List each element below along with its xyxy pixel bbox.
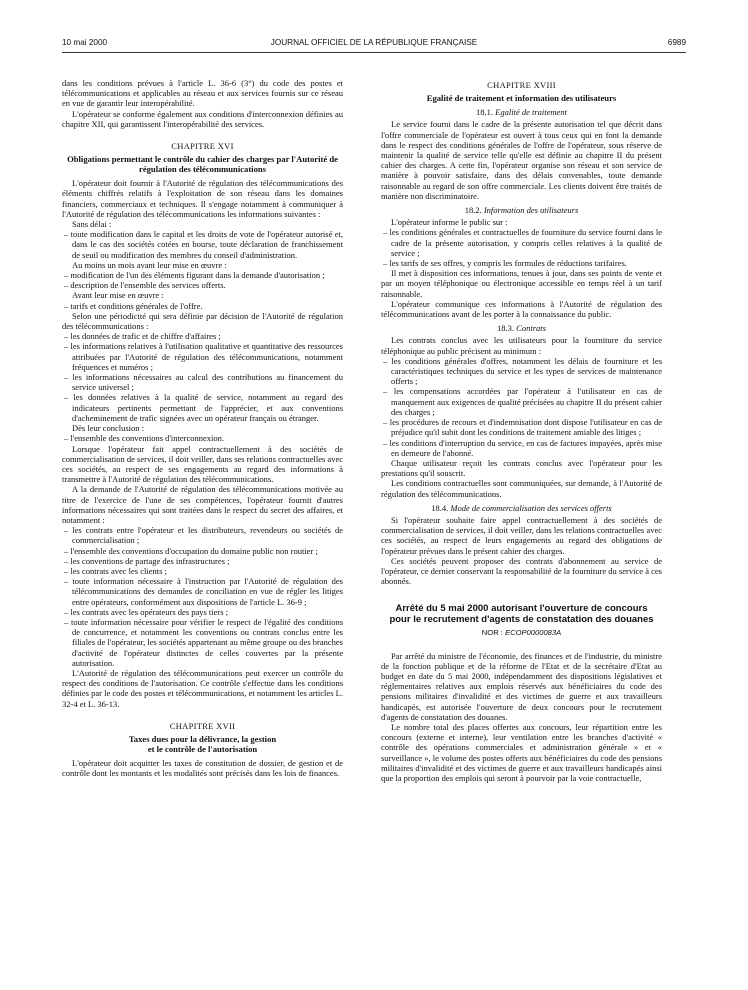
list-item: – les conditions générales et contractuelles de fourniture du service fourni dans le cadre de la présente autorisation, y compris celles relatives à la qualité de service ; [383, 227, 662, 258]
header-page-number: 6989 [667, 38, 686, 47]
list-item: – tarifs et conditions générales de l'offre. [64, 300, 203, 311]
paragraph: Si l'opérateur souhaite faire appel contractuellement à des sociétés de commercialisation de services, il doit veiller, dans les relations contractuelles avec ces sociétés, au respect de leurs engagements au regard des obligations de l'opérateur prévues dans le présent cahier des charges. [381, 514, 662, 556]
chapter-word: CHAPITRE [487, 80, 532, 90]
chapter-heading [62, 721, 343, 731]
paragraph: L'opérateur se conforme également aux conditions d'interconnexion définies au chapitre XII, qui garantissent l'interopérabilité des services. [62, 108, 343, 129]
nor-reference [381, 628, 662, 638]
list-item: – toute information nécessaire pour vérifier le respect de l'égalité des conditions de concurrence, et notamment les conventions ou contrats conclus entre les filiales de l'opérateur, les sociétés appartenant au même groupe ou des branches d'activité de l'opérateur distinctes de celles couvertes par la présente autorisation. [64, 616, 343, 668]
section-title: Contrats [516, 323, 546, 334]
list-item: – les informations relatives à l'utilisation qualitative et quantitative des ressources attribuées par l'Autorité de régulation des télécommunications, notamment fréquences et numéros ; [64, 341, 343, 372]
list-item: – description de l'ensemble des services offerts. [64, 280, 226, 291]
paragraph: Dès leur conclusion : [72, 423, 144, 434]
paragraph: Sans délai : [72, 219, 112, 230]
paragraph: Chaque utilisateur reçoit les contrats conclus avec l'opérateur pour les prestations qu'il souscrit. [381, 457, 662, 479]
section-number: 18.4. [431, 502, 449, 513]
page-header [62, 38, 686, 52]
section-title: Mode de commercialisation des services offerts [450, 502, 612, 513]
paragraph: Le nombre total des places offertes aux concours, leur répartition entre les concours (externe et interne), leur ventilation entre les branches d'activité « contrôle des opérations commerciales et administration générale » et « surveillance », le volume des postes offerts aux bénéficiaires du code des pensions militaires d'invalidité et des victimes de guerre et aux travailleurs handicapés ainsi que la proportion des emplois qui seront à pourvoir par la voie contractuelle, [381, 721, 662, 783]
left-column [62, 78, 343, 778]
list-item: – les compensations accordées par l'opérateur à l'utilisateur en cas de manquement aux exigences de qualité précisées au chapitre II du présent cahier des charges ; [383, 386, 662, 417]
chapter-title [62, 734, 343, 754]
nor-code: ECOP0000083A [505, 628, 562, 638]
chapter-word: CHAPITRE [171, 141, 216, 152]
paragraph: L'Autorité de régulation des télécommunications peut exercer un contrôle du respect des conditions de l'autorisation. Ce contrôle s'effectue dans les conditions définies par le code des postes et télécommunications, et notamment les articles L. 32-4 et L. 36-13. [62, 667, 343, 709]
section-title: Information des utilisateurs [483, 205, 579, 216]
list-item: – l'ensemble des conventions d'occupation du domaine public non routier ; [64, 545, 318, 556]
section-number: 18.3. [497, 323, 515, 334]
paragraph: Les conditions contractuelles sont communiquées, sur demande, à l'Autorité de régulation des télécommunications. [381, 478, 662, 499]
list-item: – les données de trafic et de chiffre d'affaires ; [64, 331, 221, 342]
list-item: – les conditions générales d'offres, notamment les délais de fourniture et les caractéristiques techniques du service et les types de services de maintenance offerts ; [383, 355, 662, 387]
header-rule [62, 52, 686, 53]
chapter-word: CHAPITRE [169, 720, 214, 731]
section-title: Egalité de traitement [495, 107, 567, 118]
paragraph: Lorsque l'opérateur fait appel contractuellement à des sociétés de commercialisation de services, il doit veiller, dans ses relations contractuelles avec ces sociétés, au respect de ses engagements au regard des informations à transmettre à l'Autorité de régulation des télécommunications. [62, 443, 344, 485]
list-item: – les informations nécessaires au calcul des contributions au financement du service universel ; [64, 372, 343, 393]
list-item: – les conventions de partage des infrastructures ; [64, 555, 230, 566]
nor-label: NOR : [481, 628, 503, 638]
paragraph: Les contrats conclus avec les utilisateurs pour la fourniture du service téléphonique au public précisent au minimum : [381, 335, 662, 356]
paragraph: Avant leur mise en œuvre : [72, 290, 164, 301]
header-journal-title: JOURNAL OFFICIEL DE LA RÉPUBLIQUE FRANÇAISE [270, 38, 478, 47]
section-number: 18.1. [476, 107, 494, 118]
list-item: – les contrats avec les clients ; [64, 565, 167, 576]
chapter-number: XVIII [533, 80, 556, 90]
paragraph: Il met à disposition ces informations, tenues à jour, dans ses points de vente et par un moyen téléphonique ou électronique accessible en temps réel à un tarif raisonnable. [381, 268, 662, 299]
list-item: – les contrats entre l'opérateur et les distributeurs, revendeurs ou sociétés de commercialisation ; [64, 525, 343, 546]
chapter-number: XVI [217, 141, 234, 152]
chapter-heading [62, 141, 343, 151]
paragraph: L'opérateur doit acquitter les taxes de constitution de dossier, de gestion et de contrôle dont les montants et les modalités sont précisés dans les lois de finances. [62, 757, 343, 779]
section-heading [381, 323, 662, 333]
list-item: – toute information nécessaire à l'instruction par l'Autorité de régulation des télécommunications des demandes de conciliation en vue de régler les litiges entre opérateurs, conformément aux dispositions de l'article L. 36-9 ; [64, 576, 343, 607]
list-item: – les procédures de recours et d'indemnisation dont dispose l'utilisateur en cas de préjudice qu'il subit dont les conditions de traitement amiable des litiges ; [383, 417, 662, 438]
chapter-title-line: et le contrôle de l'autorisation [147, 743, 258, 754]
paragraph: Au moins un mois avant leur mise en œuvre : [72, 259, 227, 270]
list-item: – les contrats avec les opérateurs des pays tiers ; [64, 606, 229, 617]
list-item: – les tarifs de ses offres, y compris les formules de réductions tarifaires. [383, 258, 627, 269]
chapter-title: Obligations permettant le contrôle du cahier des charges par l'Autorité de régulation des télécommunications [67, 154, 338, 175]
paragraph: Le service fourni dans le cadre de la présente autorisation tel que décrit dans l'offre commerciale de l'opérateur est ouvert à tous ceux qui en font la demande dans le respect des conditions générales de l'offre de l'opérateur, sous réserve de maintenir la qualité de service telle qu'elle est définie au chapitre II du présent cahier des charges. A cette fin, l'opérateur organise son réseau et son service de manière à pouvoir satisfaire, dans des délais convenables, toute demande raisonnable au regard de son offre commerciale. Les clients doivent être traités de manière non discriminatoire. [381, 119, 662, 201]
section-heading [381, 205, 662, 215]
chapter-title-line: Taxes dues pour la délivrance, la gestion [128, 733, 277, 744]
decree-title: Arrêté du 5 mai 2000 autorisant l'ouverture de concours pour le recrutement d'agents de constatation des douanes [389, 603, 654, 625]
paragraph: L'opérateur informe le public sur : [391, 217, 508, 228]
header-date: 10 mai 2000 [62, 38, 108, 47]
paragraph: Selon une périodicité qui sera définie par décision de l'Autorité de régulation des télécommunications : [62, 310, 343, 332]
paragraph: L'opérateur doit fournir à l'Autorité de régulation des télécommunications des éléments chiffrés relatifs à l'exploitation de son réseau dans les domaines financiers, commerciaux et techniques. Il s'engage notamment à communiquer à l'Autorité de régulation des télécommunications les informations suivantes : [62, 178, 343, 219]
paragraph: L'opérateur communique ces informations à l'Autorité de régulation des télécommunications avant de les porter à la connaissance du public. [381, 298, 662, 320]
section-heading [381, 107, 662, 117]
section-heading [381, 503, 662, 513]
paragraph: dans les conditions prévues à l'article L. 36-6 (3°) du code des postes et télécommunications et applicables au réseau et aux services fournis sur ce réseau en vue de garantir leur interopérabilité. [62, 78, 343, 109]
paragraph: A la demande de l'Autorité de régulation des télécommunications motivée au titre de l'exercice de l'une de ses compétences, l'opérateur fournit d'autres informations nécessaires qui sont traitées dans le respect du secret des affaires, et notamment : [62, 484, 343, 525]
paragraph: Ces sociétés peuvent proposer des contrats d'abonnement au service de l'opérateur, ce dernier conservant la responsabilité de la fourniture du service à ces abonnés. [381, 555, 662, 587]
list-item: – modification de l'un des éléments figurant dans la demande d'autorisation ; [64, 270, 325, 281]
chapter-number: XVII [216, 720, 236, 731]
chapter-title: Egalité de traitement et information des utilisateurs [426, 93, 617, 104]
list-item: – l'ensemble des conventions d'interconnexion. [64, 433, 225, 444]
list-item: – les conditions d'interruption du service, en cas de factures impayées, après mise en demeure de l'abonné. [383, 437, 662, 458]
section-number: 18.2. [464, 205, 482, 216]
chapter-heading [381, 80, 662, 90]
list-item: – toute modification dans le capital et les droits de vote de l'opérateur autorisé et, dans le cas des sociétés cotées en bourse, toute déclaration de franchissement de seuil ou modification des membres du conseil d'administration. [64, 229, 343, 260]
paragraph: Par arrêté du ministre de l'économie, des finances et de l'industrie, du ministre de la fonction publique et de la réforme de l'Etat et de la secrétaire d'Etat au budget en date du 5 mai 2000, indépendamment des dispositions législatives et réglementaires relatives aux emplois réservés aux bénéficiaires du code des pensions militaires d'invalidité et des victimes de guerre et aux travailleurs handicapés, est autorisée l'ouverture de deux concours pour le recrutement d'agents de constatation des douanes. [381, 650, 662, 722]
list-item: – les données relatives à la qualité de service, notamment au regard des indicateurs pertinents permettant de l'apprécier, et aux conventions d'acheminement de trafic signées avec un opérateur français ou étranger. [64, 392, 343, 423]
right-column [381, 78, 662, 783]
